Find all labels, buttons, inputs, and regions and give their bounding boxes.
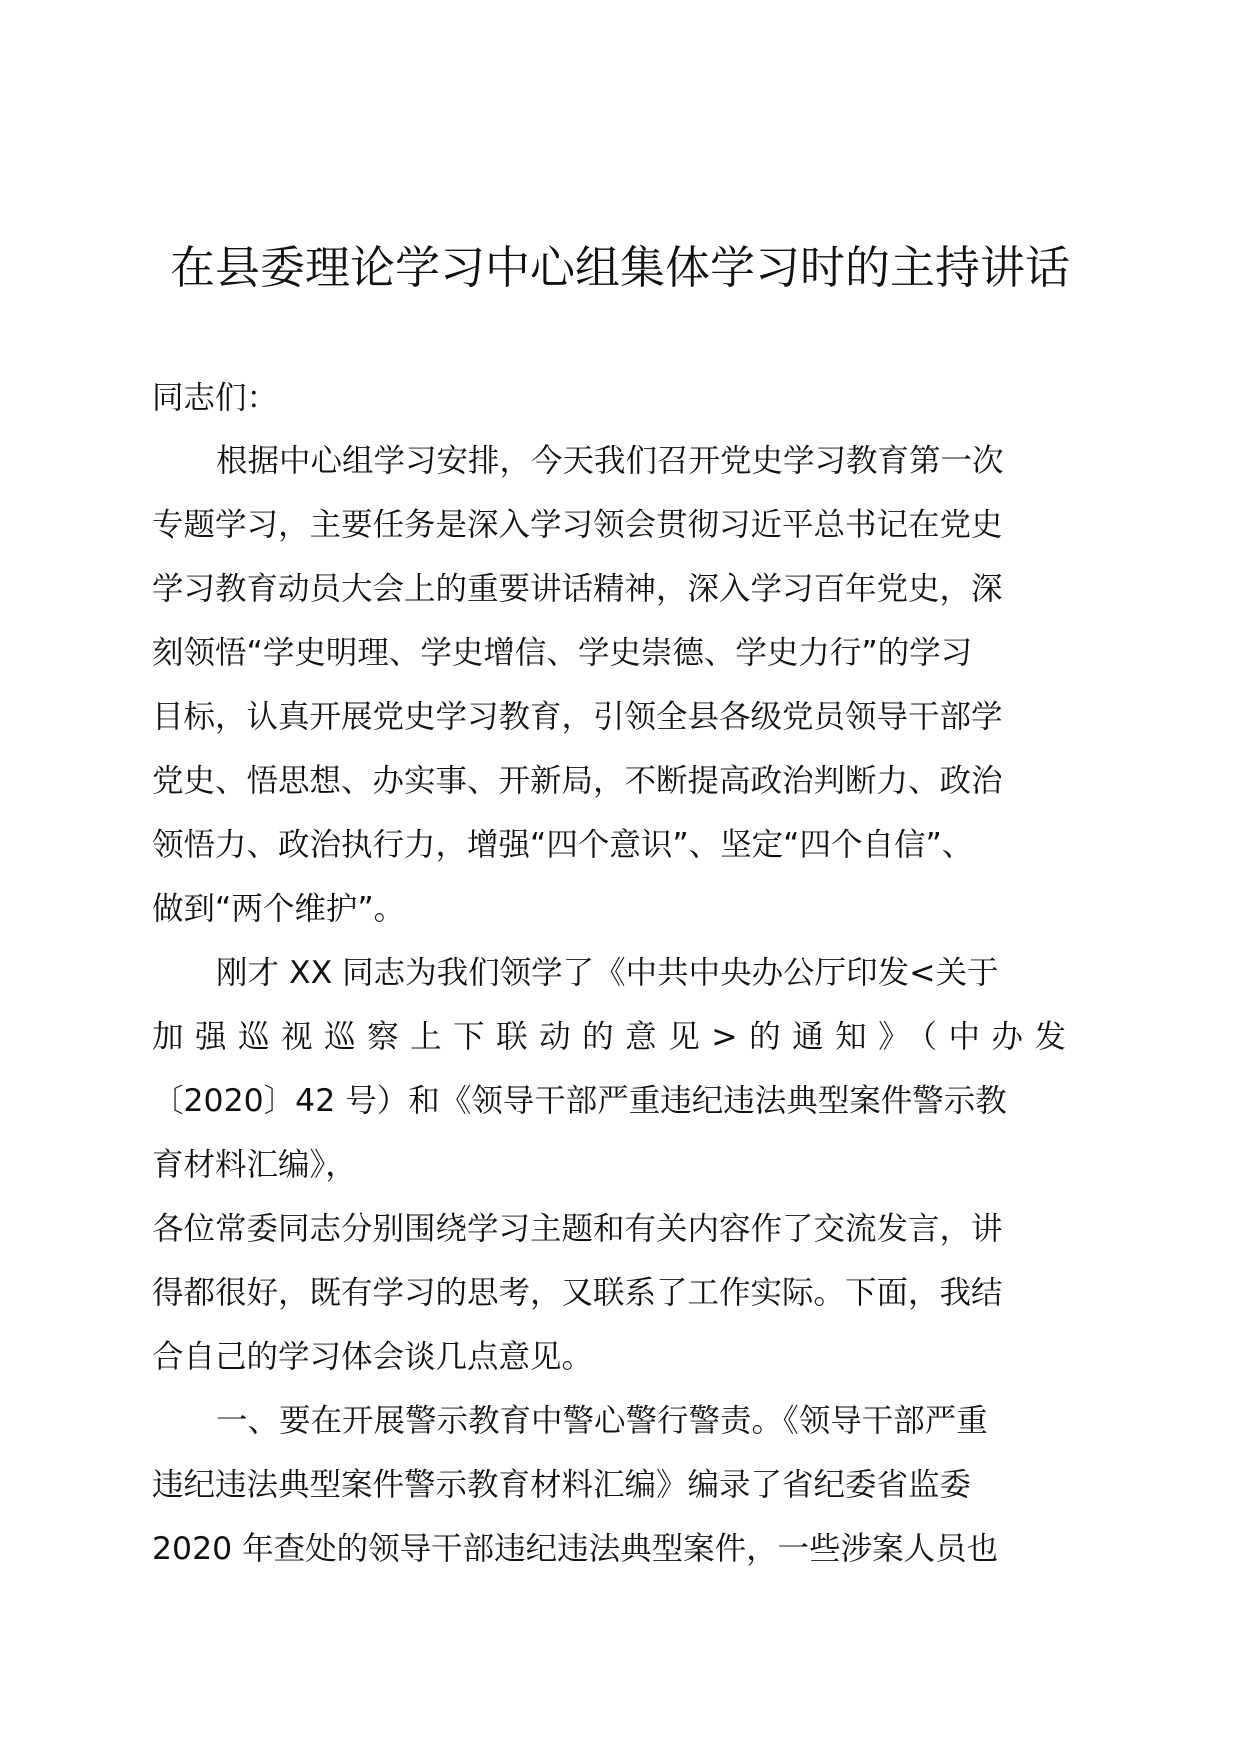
body-line: 育材料汇编》，: [152, 1147, 357, 1183]
body-line: 党史、悟思想、办实事、开新局，不断提高政治判断力、政治: [152, 763, 1003, 799]
body-line: 各位常委同志分别围绕学习主题和有关内容作了交流发言，讲: [152, 1211, 1003, 1247]
body-line: 根据中心组学习安排，今天我们召开党史学习教育第一次: [216, 443, 1004, 479]
section-heading-line: 一、要在开展警示教育中警心警行警责。《领导干部严重: [216, 1403, 988, 1439]
body-line: 学习教育动员大会上的重要讲话精神，深入学习百年党史，深: [152, 571, 1003, 607]
body-line: 加强巡视巡察上下联动的意见>的通知》（中办发: [152, 1019, 1066, 1055]
body-line: 目标，认真开展党史学习教育，引领全县各级党员领导干部学: [152, 699, 1003, 735]
body-line: 合自己的学习体会谈几点意见。: [152, 1339, 594, 1375]
salutation: 同志们：: [152, 380, 279, 416]
body-line: 2020 年查处的领导干部违纪违法典型案件，一些涉案人员也: [152, 1531, 999, 1567]
body-line: 得都很好，既有学习的思考，又联系了工作实际。下面，我结: [152, 1275, 1003, 1311]
body-line: 刚才 XX 同志为我们领学了《中共中央办公厅印发<关于: [216, 955, 999, 991]
body-line: 做到“两个维护”。: [152, 891, 406, 927]
body-line: 违纪违法典型案件警示教育材料汇编》编录了省纪委省监委: [152, 1467, 972, 1503]
body-line: 专题学习，主要任务是深入学习领会贯彻习近平总书记在党史: [152, 507, 1003, 543]
document-title: 在县委理论学习中心组集体学习时的主持讲话: [169, 241, 1070, 294]
body-line: 领悟力、政治执行力，增强“四个意识”、坚定“四个自信”、: [152, 827, 974, 863]
body-line: 刻领悟“学史明理、学史增信、学史崇德、学史力行”的学习: [152, 635, 973, 671]
body-line: 〔2020〕42 号）和《领导干部严重违纪违法典型案件警示教: [152, 1083, 1007, 1119]
